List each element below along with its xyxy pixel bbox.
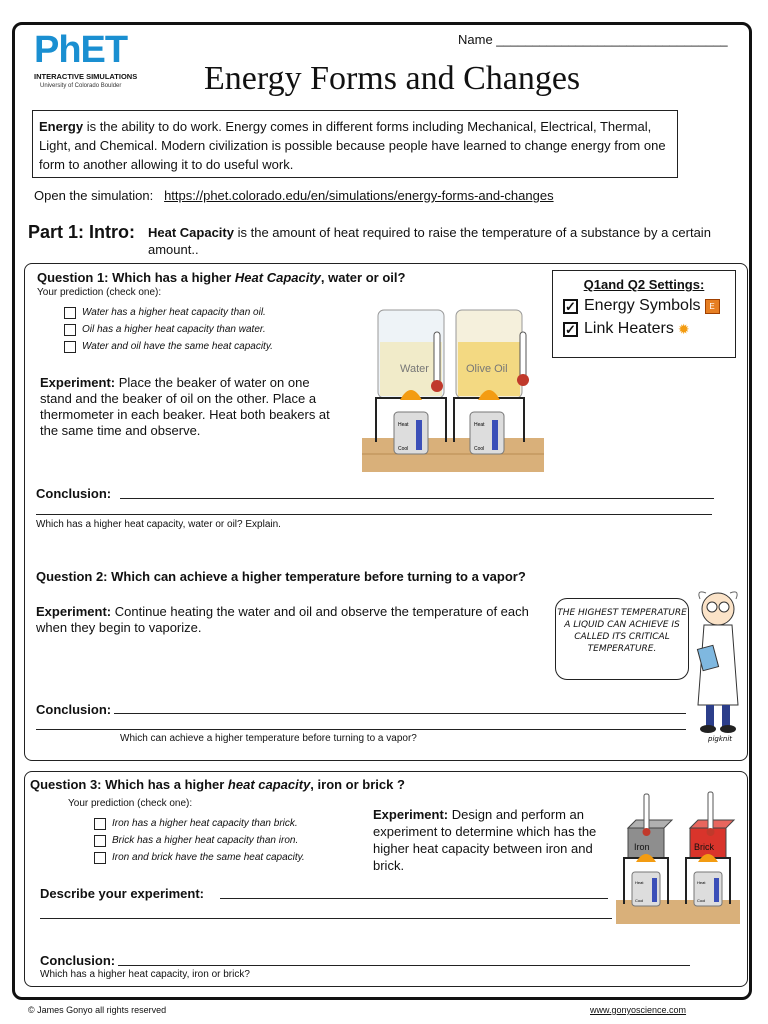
q1-experiment (40, 375, 340, 439)
cool-label: Cool (474, 446, 485, 452)
q3-conclusion-line[interactable] (118, 965, 690, 966)
phet-logo (34, 30, 152, 102)
q1-q2-settings-box (552, 270, 736, 358)
logo-subtitle: INTERACTIVE SIMULATIONS (34, 72, 138, 81)
q1-option[interactable] (64, 321, 273, 338)
q1-conclusion-line[interactable] (36, 514, 712, 515)
table-surface (362, 438, 544, 472)
q1-hint: Which has a higher heat capacity, water or oil? Explain. (36, 519, 281, 530)
q1-title-end: , water or oil? (320, 270, 406, 285)
q2-conclusion-line[interactable] (114, 713, 686, 714)
page-title: Energy Forms and Changes (204, 60, 581, 97)
q1-conclusion-line[interactable] (120, 498, 714, 499)
cool-label: Cool (697, 898, 706, 903)
logo-text: PhET (34, 29, 128, 71)
settings-title: Q1and Q2 Settings: (583, 277, 705, 292)
q3-prediction-label: Your prediction (check one): (68, 798, 193, 809)
q1-experiment-label: Experiment: (40, 375, 116, 390)
cool-label: Cool (635, 898, 644, 903)
q1-options (64, 304, 273, 355)
flame-icon: ✹ (677, 320, 690, 337)
open-simulation-line (34, 188, 554, 203)
beaker-oil-label: Olive Oil (466, 363, 508, 375)
q3-experiment-label: Experiment: (373, 807, 449, 822)
link-heaters-label: Link Heaters (584, 320, 674, 337)
q1-option-label: Oil has a higher heat capacity than water. (82, 324, 266, 335)
describe-experiment-line[interactable] (220, 898, 608, 899)
q3-experiment (373, 806, 609, 874)
energy-definition-text: is the ability to do work. Energy comes in different forms including Mechanical, Electrical, Thermal, Light, and Chemical. Modern civilization is possible because people have learned to change energy from one form to another allowing it to do useful work. (39, 119, 666, 172)
checkbox[interactable] (94, 835, 106, 847)
question-1-title (37, 270, 405, 285)
describe-experiment-label: Describe your experiment: (40, 886, 205, 901)
heat-capacity-definition (148, 224, 728, 258)
q3-option[interactable] (94, 832, 305, 849)
part1-heading: Part 1: Intro: (28, 222, 136, 242)
q3-title-term: heat capacity (227, 777, 311, 792)
simulation-link[interactable]: https://phet.colorado.edu/en/simulations/energy-forms-and-changes (164, 188, 554, 203)
checkbox[interactable] (64, 307, 76, 319)
copyright: © James Gonyo all rights reserved (28, 1005, 167, 1015)
cool-label: Cool (398, 446, 409, 452)
describe-experiment-line[interactable] (40, 918, 612, 919)
energy-definition-box (32, 110, 678, 178)
heat-label: Heat (697, 880, 706, 885)
link-heaters-setting (563, 320, 735, 338)
q2-conclusion-label: Conclusion: (36, 702, 112, 717)
q1-option[interactable] (64, 338, 273, 355)
q2-experiment-label: Experiment: (36, 604, 112, 619)
beaker-water-label: Water (400, 363, 429, 375)
open-sim-label: Open the simulation: (34, 188, 154, 203)
q3-hint: Which has a higher heat capacity, iron or brick? (40, 969, 250, 980)
heat-label: Heat (398, 422, 409, 428)
beaker-oil (456, 310, 522, 398)
question-2-title: Question 2: Which can achieve a higher temperature before turning to a vapor? (36, 569, 526, 584)
checkmark-icon: ✓ (563, 299, 578, 314)
q3-title-start: Question 3: Which has a higher (30, 777, 228, 792)
thermometer-icon (643, 794, 651, 836)
iron-block (628, 820, 672, 858)
thermometer-icon (707, 792, 715, 836)
water-oil-beaker-illustration (362, 302, 544, 474)
checkbox[interactable] (64, 324, 76, 336)
q1-title-start: Question 1: Which has a higher (37, 270, 235, 285)
q2-experiment-text: Continue heating the water and oil and observe the temperature of each when they begin to vaporize. (36, 604, 529, 635)
question-3-title (30, 777, 405, 792)
checkbox[interactable] (94, 818, 106, 830)
checkmark-icon: ✓ (563, 322, 578, 337)
q3-options (94, 815, 305, 866)
heat-capacity-text: is the amount of heat required to raise the temperature of a substance by a certain amount.. (148, 225, 711, 257)
energy-symbols-setting (563, 297, 735, 315)
heat-label: Heat (635, 880, 644, 885)
q3-option[interactable] (94, 815, 305, 832)
professor-cartoon (690, 585, 748, 745)
speech-bubble: THE HIGHEST TEMPERATURE A LIQUID CAN ACHIEVE IS CALLED ITS CRITICAL TEMPERATURE. (555, 598, 689, 680)
q3-option-label: Brick has a higher heat capacity than iron. (112, 835, 299, 846)
brick-label: Brick (694, 842, 714, 852)
q1-option-label: Water has a higher heat capacity than oil. (82, 307, 266, 318)
q1-option-label: Water and oil have the same heat capacity. (82, 341, 273, 352)
q1-prediction-label: Your prediction (check one): (37, 287, 162, 298)
heat-capacity-term: Heat Capacity (148, 225, 234, 240)
q3-experiment-text: Design and perform an experiment to determine which has the higher heat capacity between iron and brick. (373, 807, 597, 873)
q3-option-label: Iron and brick have the same heat capacity. (112, 852, 305, 863)
website-link[interactable]: www.gonyoscience.com (590, 1005, 687, 1015)
energy-symbols-label: Energy Symbols (584, 297, 701, 314)
energy-badge-icon: E (705, 299, 720, 314)
energy-term: Energy (39, 119, 84, 134)
q2-experiment (36, 604, 541, 636)
q1-conclusion-label: Conclusion: (36, 486, 112, 501)
iron-brick-illustration (616, 790, 740, 926)
q2-hint: Which can achieve a higher temperature before turning to a vapor? (120, 733, 417, 744)
name-field[interactable]: Name ________________________________ (458, 32, 728, 47)
heat-label: Heat (474, 422, 485, 428)
q3-option[interactable] (94, 849, 305, 866)
artist-signature: pigknit (708, 735, 733, 743)
q3-conclusion-label: Conclusion: (40, 953, 116, 968)
q1-experiment-text: Place the beaker of water on one stand and the beaker of oil on the other. Place a thermometer in each beaker. Heat both beakers at the same time and observe. (40, 375, 330, 438)
q3-option-label: Iron has a higher heat capacity than brick. (112, 818, 298, 829)
q1-option[interactable] (64, 304, 273, 321)
checkbox[interactable] (64, 341, 76, 353)
q2-conclusion-line[interactable] (36, 729, 686, 730)
iron-label: Iron (634, 842, 650, 852)
q1-title-term: Heat Capacity (234, 270, 321, 285)
checkbox[interactable] (94, 852, 106, 864)
q3-title-end: , iron or brick ? (310, 777, 405, 792)
logo-university: University of Colorado Boulder (40, 83, 122, 89)
